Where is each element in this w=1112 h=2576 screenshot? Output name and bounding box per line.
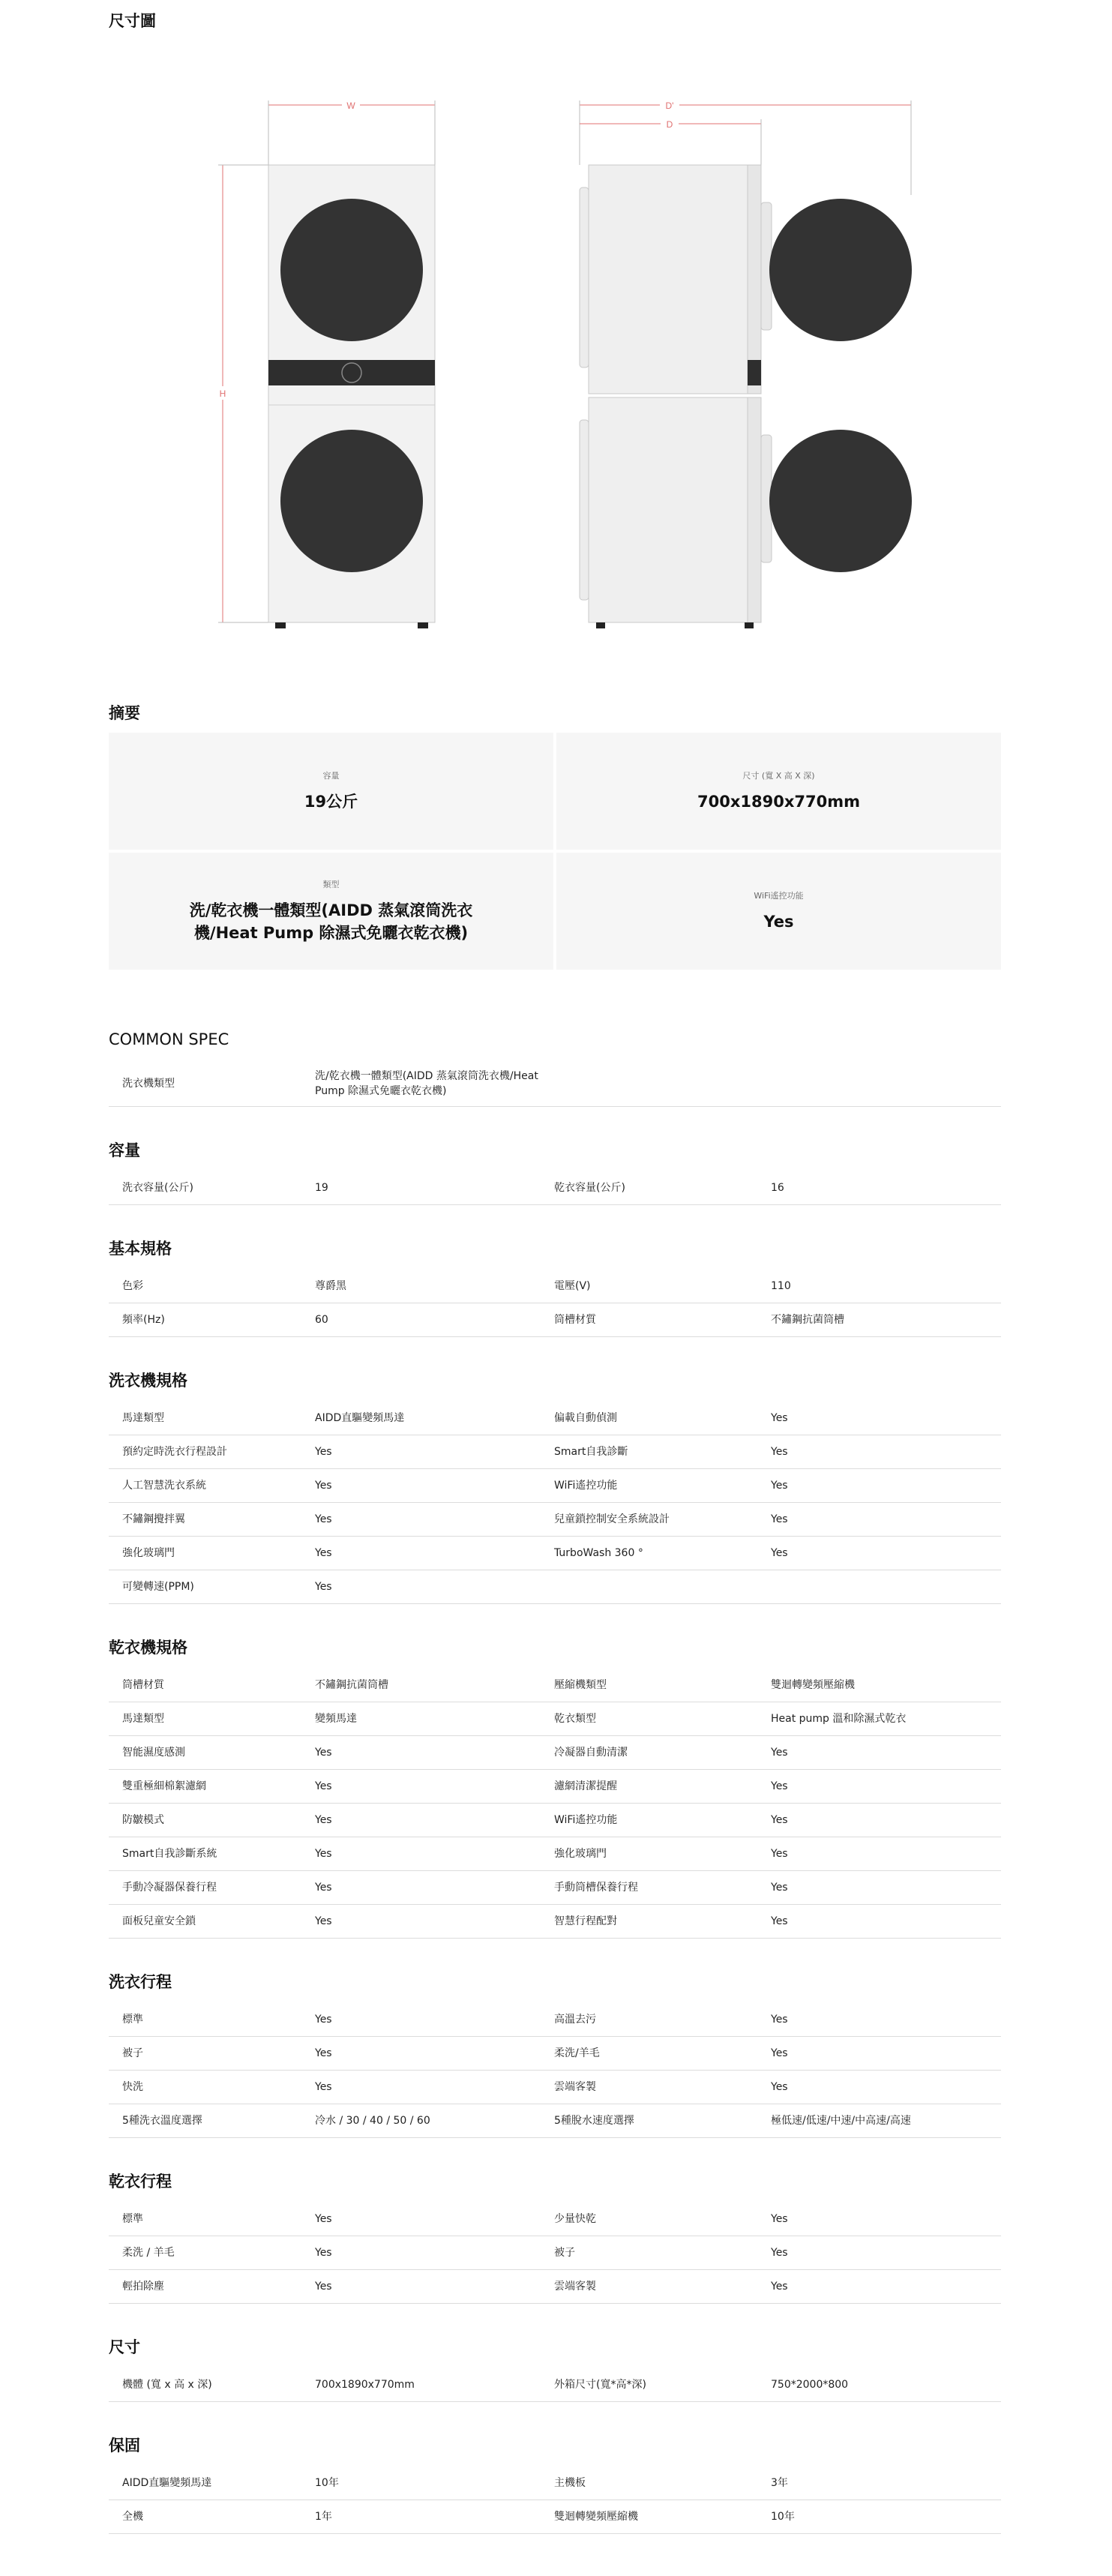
table-row xyxy=(109,2467,1001,2500)
table-row xyxy=(109,2037,1001,2071)
spec-value: Yes xyxy=(315,1747,332,1759)
spec-label: Smart自我診斷系統 xyxy=(122,1848,217,1860)
spec-value: Yes xyxy=(315,1446,332,1458)
table-row xyxy=(109,1804,1001,1837)
spec-label: 雙迴轉變頻壓縮機 xyxy=(554,2511,638,2523)
spec-label: 雲端客製 xyxy=(554,2081,596,2093)
spec-label: 偏載自動偵測 xyxy=(554,1412,617,1424)
table-row xyxy=(109,1770,1001,1804)
section-rows xyxy=(109,1402,1001,1604)
summary-capacity-value: 19公斤 xyxy=(304,793,358,811)
summary-capacity-label: 容量 xyxy=(322,771,340,781)
spec-value: Yes xyxy=(771,1412,788,1424)
dimensions-title: 尺寸圖 xyxy=(109,12,156,30)
table-row xyxy=(109,1060,1001,1107)
table-row xyxy=(109,2236,1001,2270)
spec-label: 高溫去污 xyxy=(554,2014,596,2026)
table-row xyxy=(109,2368,1001,2402)
spec-value: Yes xyxy=(771,1547,788,1559)
table-row xyxy=(109,2104,1001,2138)
section-title: 保固 xyxy=(109,2437,140,2455)
side-view xyxy=(580,99,912,628)
front-view xyxy=(217,99,435,628)
table-row xyxy=(109,2203,1001,2236)
spec-value: 不鏽鋼抗菌筒槽 xyxy=(771,1314,844,1326)
spec-value: 1年 xyxy=(315,2511,332,2523)
spec-value: Yes xyxy=(315,2047,332,2059)
spec-value: Yes xyxy=(315,2213,332,2225)
common-spec-section xyxy=(109,1029,1001,1107)
summary-wifi-value: Yes xyxy=(763,913,794,931)
spec-label: Smart自我診斷 xyxy=(554,1446,628,1458)
spec-value: Yes xyxy=(315,1513,332,1525)
spec-label: 預約定時洗衣行程設計 xyxy=(122,1446,227,1458)
section-title: 乾衣機規格 xyxy=(109,1639,187,1657)
spec-label: 被子 xyxy=(554,2247,575,2259)
spec-label: 洗衣機類型 xyxy=(122,1077,175,1090)
spec-value: 700x1890x770mm xyxy=(315,2379,415,2391)
spec-sections xyxy=(109,1029,1001,2567)
spec-label: 輕拍除塵 xyxy=(122,2281,164,2293)
spec-value: Yes xyxy=(771,1513,788,1525)
spec-label: 筒槽材質 xyxy=(122,1679,164,1691)
spec-value: Yes xyxy=(771,1882,788,1894)
warranty-section xyxy=(109,2435,1001,2534)
table-row xyxy=(109,1736,1001,1770)
summary-size-value: 700x1890x770mm xyxy=(697,793,860,811)
side-back-lower xyxy=(580,420,589,600)
spec-value: Yes xyxy=(315,1848,332,1860)
width-label: W xyxy=(346,100,355,111)
summary-wifi xyxy=(556,853,1001,970)
spec-value: Yes xyxy=(771,2213,788,2225)
spec-label: 乾衣容量(公斤) xyxy=(554,1182,625,1194)
spec-value: Yes xyxy=(771,2047,788,2059)
height-label: H xyxy=(219,388,226,399)
spec-value: 110 xyxy=(771,1280,791,1292)
spec-value: Yes xyxy=(771,2081,788,2093)
section-title: 乾衣行程 xyxy=(109,2173,172,2191)
spec-label: 5種洗衣溫度選擇 xyxy=(122,2115,202,2127)
spec-label: 被子 xyxy=(122,2047,143,2059)
spec-label: 頻率(Hz) xyxy=(122,1314,165,1326)
table-row xyxy=(109,1702,1001,1736)
depth-door-label: D' xyxy=(665,100,674,111)
spec-value: Yes xyxy=(771,1446,788,1458)
side-foot-right xyxy=(745,622,754,628)
dryer-door xyxy=(280,199,423,341)
side-washer-door-open xyxy=(769,430,912,572)
spec-value: Yes xyxy=(315,1547,332,1559)
side-cabinet-upper xyxy=(589,165,748,394)
spec-label: 雙重極細棉絮濾網 xyxy=(122,1780,206,1792)
washer-door xyxy=(280,430,423,572)
summary-type-label: 類型 xyxy=(322,880,340,889)
spec-label: 少量快乾 xyxy=(554,2213,596,2225)
basic-section xyxy=(109,1238,1001,1337)
spec-label: 可變轉速(PPM) xyxy=(122,1581,194,1593)
table-row xyxy=(109,1435,1001,1469)
spec-label: 外箱尺寸(寬*高*深) xyxy=(554,2379,646,2391)
table-row xyxy=(109,1402,1001,1435)
side-foot-left xyxy=(596,622,605,628)
dry-cycles-section xyxy=(109,2171,1001,2304)
spec-value: Yes xyxy=(315,2281,332,2293)
spec-value: Yes xyxy=(315,2014,332,2026)
summary-type-value: 洗/乾衣機一體類型(AIDD 蒸氣滾筒洗衣機/Heat Pump 除濕式免曬衣乾衣機) xyxy=(189,901,473,942)
spec-value: Yes xyxy=(771,1480,788,1492)
spec-label: TurboWash 360 ° xyxy=(554,1547,643,1559)
wash-cycles-section xyxy=(109,1972,1001,2138)
spec-label: 不鏽鋼攪拌翼 xyxy=(122,1513,185,1525)
spec-value: Yes xyxy=(315,1780,332,1792)
spec-value: 60 xyxy=(315,1314,328,1326)
front-foot-right xyxy=(418,622,428,628)
spec-label: 主機板 xyxy=(554,2477,586,2489)
table-row xyxy=(109,1303,1001,1337)
dimension-drawing xyxy=(109,90,1001,645)
summary-capacity xyxy=(109,733,553,850)
section-rows xyxy=(109,1669,1001,1939)
spec-value: Yes xyxy=(771,2014,788,2026)
spec-label: 冷凝器自動清潔 xyxy=(554,1747,628,1759)
spec-value: Heat pump 溫和除濕式乾衣 xyxy=(771,1713,907,1725)
section-rows xyxy=(109,1270,1001,1337)
section-title: 洗衣機規格 xyxy=(109,1372,187,1390)
spec-label: 手動冷凝器保養行程 xyxy=(122,1882,217,1894)
table-row xyxy=(109,1570,1001,1604)
spec-label: WiFi遙控功能 xyxy=(554,1814,618,1826)
spec-value: Yes xyxy=(315,1480,332,1492)
size-section xyxy=(109,2337,1001,2402)
washer-section xyxy=(109,1370,1001,1604)
spec-label: 人工智慧洗衣系統 xyxy=(122,1480,206,1492)
spec-label: 智能濕度感測 xyxy=(122,1747,185,1759)
common-spec-title: COMMON SPEC xyxy=(109,1030,229,1048)
spec-label: 色彩 xyxy=(122,1280,143,1292)
table-row xyxy=(109,1503,1001,1537)
control-panel xyxy=(268,360,435,385)
spec-label: 全機 xyxy=(122,2511,143,2523)
spec-label: 柔洗 / 羊毛 xyxy=(122,2247,175,2259)
summary-type xyxy=(109,853,553,970)
spec-label: AIDD直驅變頻馬達 xyxy=(122,2477,212,2489)
side-cabinet-lower xyxy=(589,397,748,622)
spec-value: 16 xyxy=(771,1182,784,1194)
section-title: 尺寸 xyxy=(109,2338,140,2356)
table-row xyxy=(109,1837,1001,1871)
spec-label: 標準 xyxy=(122,2213,143,2225)
table-row xyxy=(109,1905,1001,1939)
section-rows xyxy=(109,2467,1001,2534)
table-row xyxy=(109,2003,1001,2037)
spec-label: 筒槽材質 xyxy=(554,1314,596,1326)
table-row xyxy=(109,1871,1001,1905)
table-row xyxy=(109,1469,1001,1503)
spec-value: 變頻馬達 xyxy=(315,1713,357,1725)
spec-label: 快洗 xyxy=(122,2081,143,2093)
side-dryer-door-open xyxy=(769,199,912,341)
section-title: 容量 xyxy=(109,1141,140,1159)
spec-value: Yes xyxy=(771,1747,788,1759)
spec-value: Yes xyxy=(771,1915,788,1927)
section-title: 洗衣行程 xyxy=(109,1973,172,1991)
front-foot-left xyxy=(275,622,286,628)
spec-label: 洗衣容量(公斤) xyxy=(122,1182,193,1194)
section-rows xyxy=(109,2003,1001,2138)
spec-value: Yes xyxy=(771,2281,788,2293)
spec-value: 洗/乾衣機一體類型(AIDD 蒸氣滾筒洗衣機/Heat Pump 除濕式免曬衣乾衣機) xyxy=(315,1069,538,1097)
spec-value: 極低速/低速/中速/中高速/高速 xyxy=(771,2115,911,2127)
spec-value: Yes xyxy=(315,1882,332,1894)
spec-value: 尊爵黑 xyxy=(315,1280,346,1292)
side-control-panel xyxy=(748,360,761,385)
capacity-section xyxy=(109,1140,1001,1205)
side-back-upper xyxy=(580,187,589,367)
table-row xyxy=(109,2270,1001,2304)
spec-label: 壓縮機類型 xyxy=(554,1679,607,1691)
spec-value: Yes xyxy=(771,1848,788,1860)
spec-value: Yes xyxy=(771,2247,788,2259)
spec-label: 兒童鎖控制安全系統設計 xyxy=(554,1513,670,1525)
summary-wifi-label: WiFi遙控功能 xyxy=(754,891,804,901)
spec-label: 機體 (寬 x 高 x 深) xyxy=(122,2379,212,2391)
spec-value: Yes xyxy=(771,1814,788,1826)
section-rows xyxy=(109,2203,1001,2304)
table-row xyxy=(109,1669,1001,1702)
spec-label: 馬達類型 xyxy=(122,1412,164,1424)
spec-value: Yes xyxy=(315,1814,332,1826)
summary-grid xyxy=(109,733,1001,970)
spec-label: 柔洗/羊毛 xyxy=(554,2047,600,2059)
table-row xyxy=(109,1537,1001,1570)
spec-value: 750*2000*800 xyxy=(771,2379,849,2391)
spec-label: 5種脫水速度選擇 xyxy=(554,2115,634,2127)
section-title: 基本規格 xyxy=(109,1240,172,1258)
spec-label: 強化玻璃門 xyxy=(554,1848,607,1860)
spec-value: Yes xyxy=(315,2247,332,2259)
table-row xyxy=(109,1270,1001,1303)
summary-size-label: 尺寸 (寬 X 高 X 深) xyxy=(742,771,815,781)
depth-label: D xyxy=(666,119,673,130)
table-row xyxy=(109,2500,1001,2534)
spec-value: AIDD直驅變頻馬達 xyxy=(315,1412,405,1424)
summary-size xyxy=(556,733,1001,850)
spec-label: 乾衣類型 xyxy=(554,1713,596,1725)
spec-value: 不鏽鋼抗菌筒槽 xyxy=(315,1679,388,1691)
spec-label: 手動筒槽保養行程 xyxy=(554,1882,638,1894)
section-rows xyxy=(109,1171,1001,1205)
spec-label: 強化玻璃門 xyxy=(122,1547,175,1559)
spec-label: 標準 xyxy=(122,2014,143,2026)
spec-label: 雲端客製 xyxy=(554,2281,596,2293)
side-front-strip-upper xyxy=(748,165,761,394)
spec-value: 冷水 / 30 / 40 / 50 / 60 xyxy=(315,2115,430,2127)
spec-value: 10年 xyxy=(771,2511,795,2523)
table-row xyxy=(109,2071,1001,2104)
spec-label: 防皺模式 xyxy=(122,1814,164,1826)
spec-label: 電壓(V) xyxy=(554,1280,591,1292)
table-row xyxy=(109,1171,1001,1205)
spec-label: 濾網清潔提醒 xyxy=(554,1780,617,1792)
spec-label: WiFi遙控功能 xyxy=(554,1480,618,1492)
side-front-strip-lower xyxy=(748,397,761,622)
spec-label: 面板兒童安全鎖 xyxy=(122,1915,196,1927)
spec-value: 3年 xyxy=(771,2477,788,2489)
spec-value: Yes xyxy=(315,1581,332,1593)
spec-value: Yes xyxy=(315,2081,332,2093)
spec-value: 19 xyxy=(315,1182,328,1194)
spec-value: Yes xyxy=(315,1915,332,1927)
dryer-section xyxy=(109,1637,1001,1939)
spec-label: 智慧行程配對 xyxy=(554,1915,617,1927)
spec-label: 馬達類型 xyxy=(122,1713,164,1725)
spec-value: 10年 xyxy=(315,2477,339,2489)
section-rows xyxy=(109,2368,1001,2402)
spec-value: 雙迴轉變頻壓縮機 xyxy=(771,1679,855,1691)
summary-title: 摘要 xyxy=(109,704,140,722)
spec-value: Yes xyxy=(771,1780,788,1792)
